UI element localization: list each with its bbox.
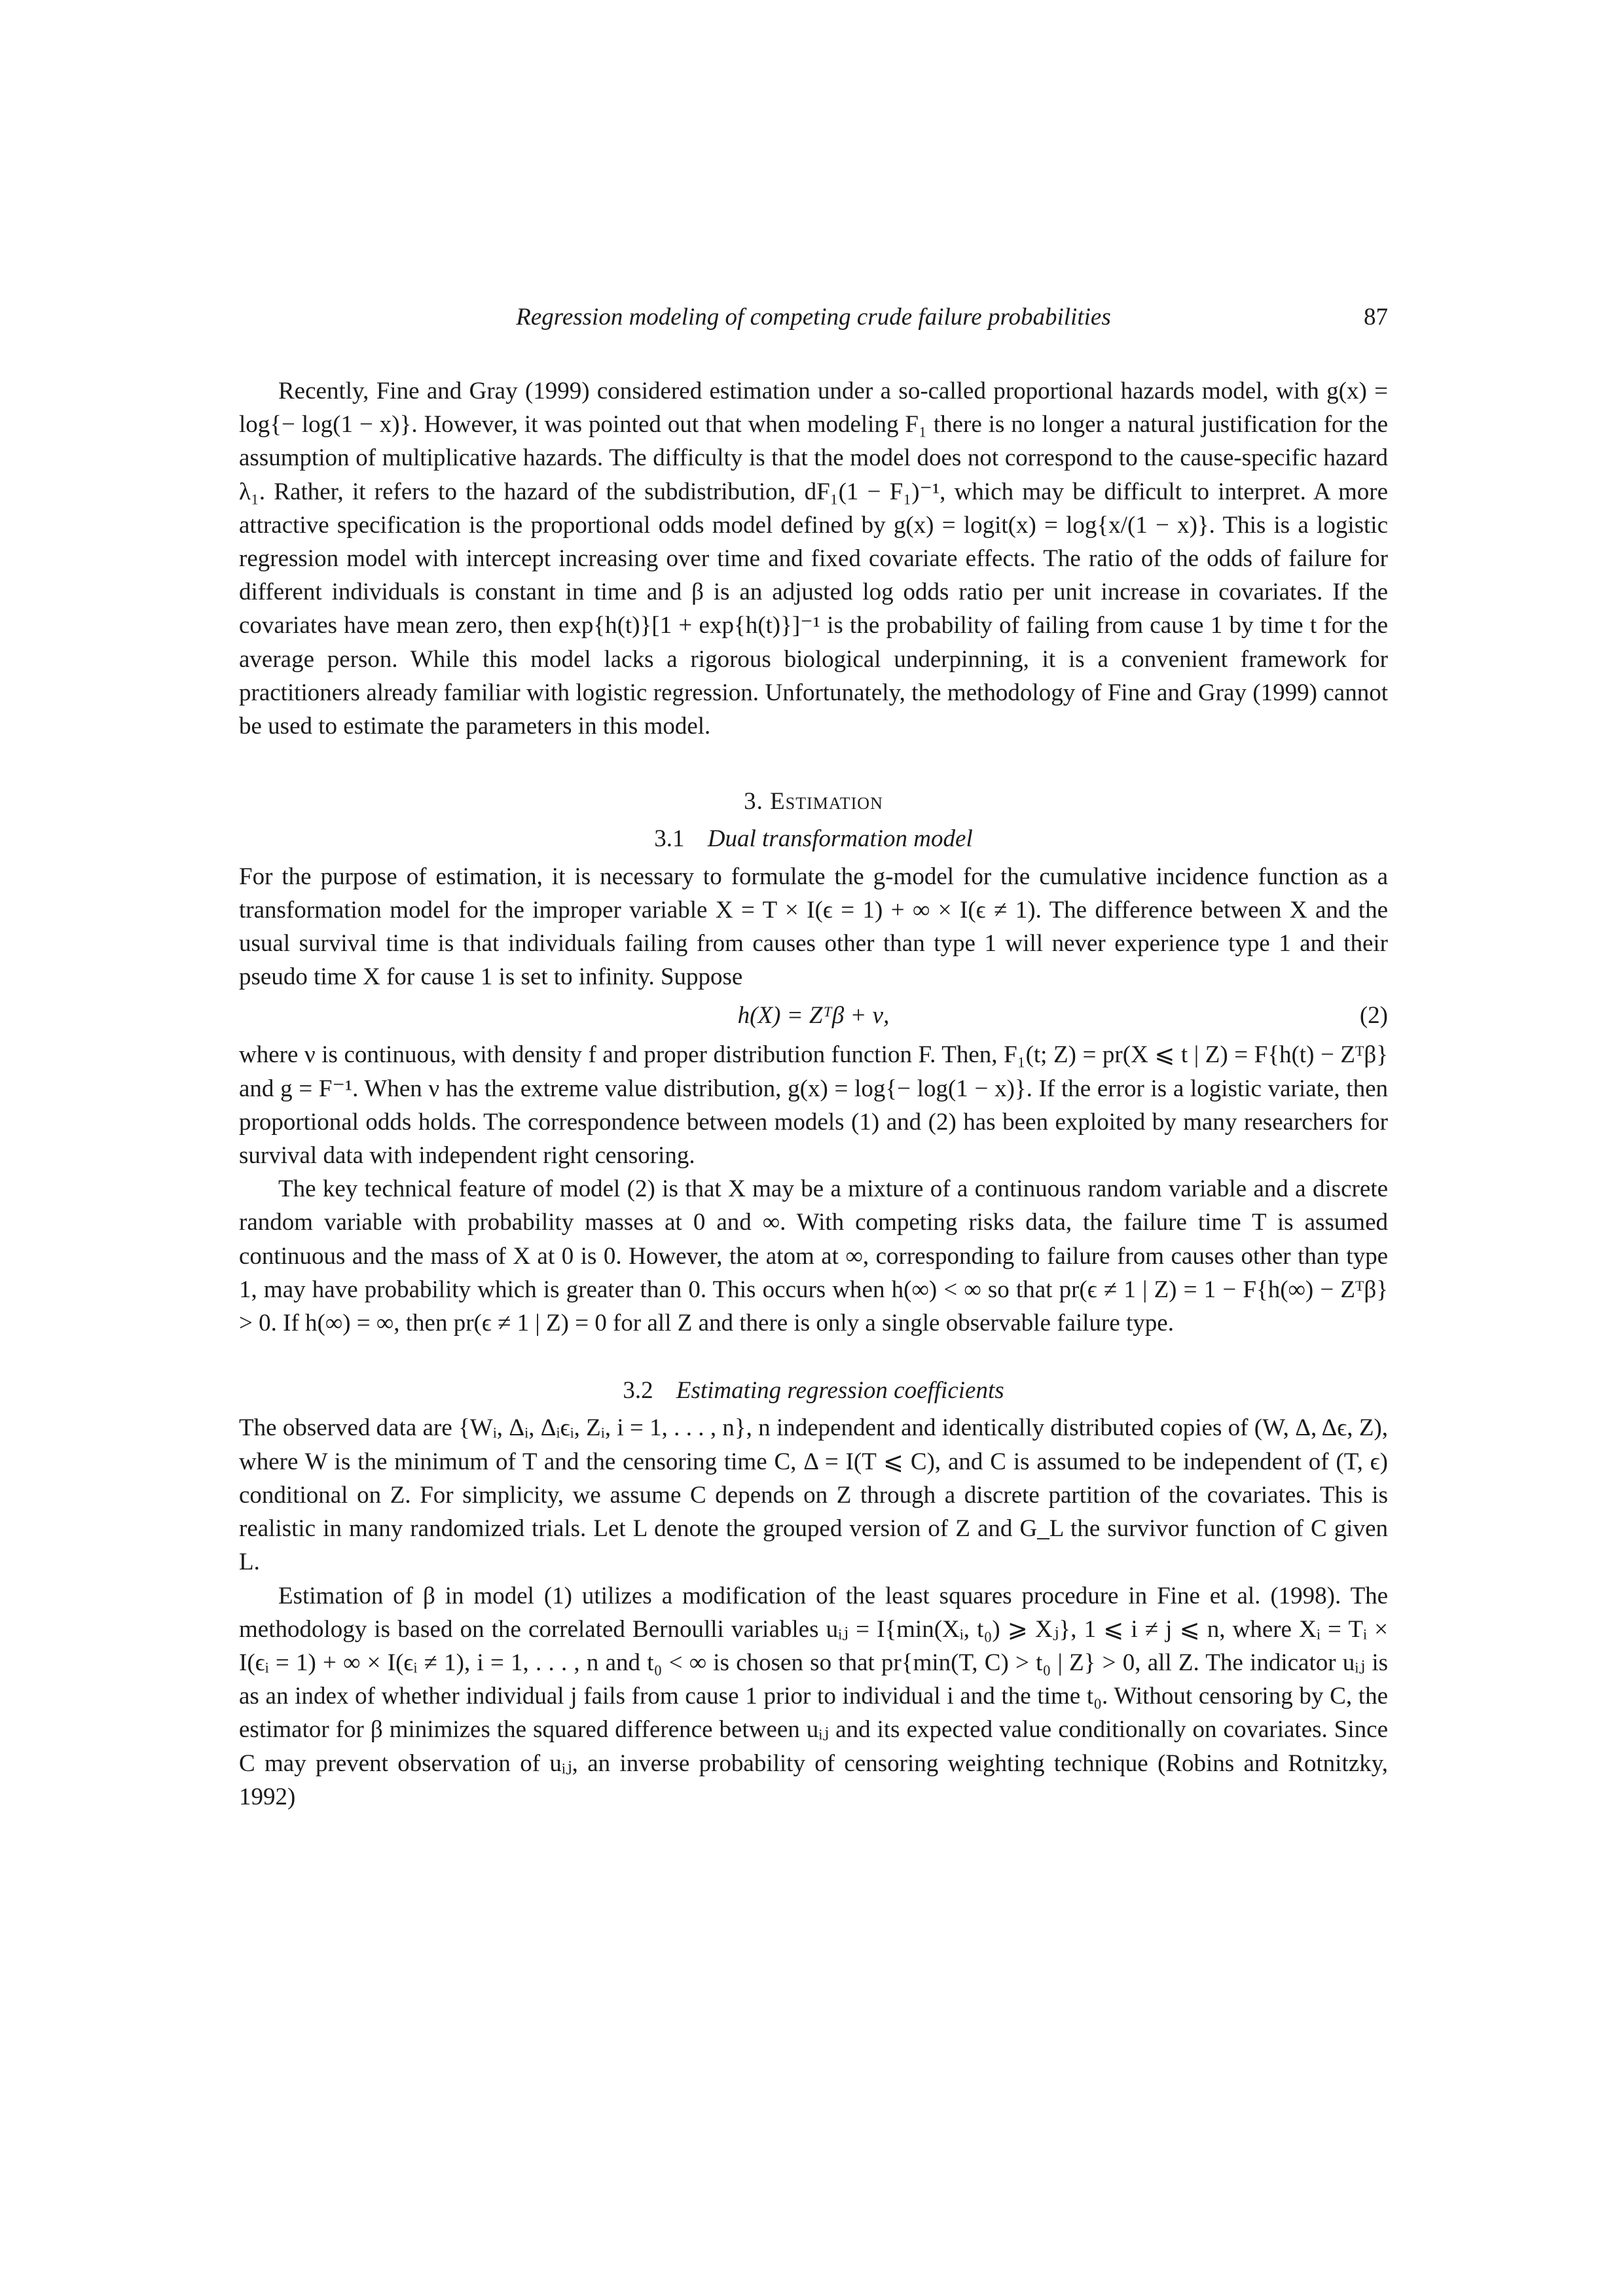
equation-number: (2): [1359, 1002, 1388, 1030]
paragraph-error-distribution: where ν is continuous, with density f and proper distribution function F. Then, F₁(t; Z) = pr(X ⩽ t | Z) = F{h(t) − Zᵀβ} and g = F⁻¹. When ν has the extreme value distribution, g(x) = log{− log(1 − x)}. If the error is a logistic variate, then proportional odds holds. The correspondence between models (1) and (2) has been exploited by many researchers for survival data with independent right censoring.: [239, 1041, 1388, 1170]
paragraph-proportional-odds: Recently, Fine and Gray (1999) considered estimation under a so-called proportional hazards model, with g(x) = log{− log(1 − x)}. However, it was pointed out that when modeling F₁ there is no longer a natural justification for the assumption of multiplicative hazards. The difficulty is that the model does not correspond to the cause-specific hazard λ₁. Rather, it refers to the hazard of the subdistribution, dF₁(1 − F₁)⁻¹, which may be difficult to interpret. A more attractive specification is the proportional odds model defined by g(x) = logit(x) = log{x/(1 − x)}. This is a logistic regression model with intercept increasing over time and fixed covariate effects. The ratio of the odds of failure for different individuals is constant in time and β is an adjusted log odds ratio per unit increase in covariates. If the covariates have mean zero, then exp{h(t)}[1 + exp{h(t)}]⁻¹ is the probability of failing from cause 1 by time t for the average person. While this model lacks a rigorous biological underpinning, it is a convenient framework for practitioners already familiar with logistic regression. Unfortunately, the methodology of Fine and Gray (1999) cannot be used to estimate the parameters in this model.: [239, 378, 1388, 740]
subsection-title: Estimating regression coefficients: [676, 1377, 1004, 1405]
subsection-heading-dual-transformation: [239, 822, 1388, 855]
page-number: 87: [1364, 304, 1388, 331]
section-title: Estimation: [770, 788, 883, 816]
paragraph-transformation-model: For the purpose of estimation, it is necessary to formulate the g-model for the cumulative incidence function as a transformation model for the improper variable X = T × I(ϵ = 1) + ∞ × I(ϵ ≠ 1). The difference between X and the usual survival time is that individuals failing from causes other than type 1 will never experience type 1 and their pseudo time X for cause 1 is set to infinity. Suppose: [239, 863, 1388, 991]
subsection-heading-regression-coefficients: [239, 1374, 1388, 1407]
running-title: Regression modeling of competing crude failure probabilities: [516, 304, 1111, 331]
section-heading-estimation: [239, 785, 1388, 818]
paragraph-estimation-of-beta: Estimation of β in model (1) utilizes a modification of the least squares procedure in Fine et al. (1998). The methodology is based on the correlated Bernoulli variables uᵢⱼ = I{min(Xᵢ, t₀) ⩾ Xⱼ}, 1 ⩽ i ≠ j ⩽ n, where Xᵢ = Tᵢ × I(ϵᵢ = 1) + ∞ × I(ϵᵢ ≠ 1), i = 1, . . . , n and t₀ < ∞ is chosen so that pr{min(T, C) > t₀ | Z} > 0, all Z. The indicator uᵢⱼ is as an index of whether individual j fails from cause 1 prior to individual i and the time t₀. Without censoring by C, the estimator for β minimizes the squared difference between uᵢⱼ and its expected value conditionally on covariates. Since C may prevent observation of uᵢⱼ, an inverse probability of censoring weighting technique (Robins and Rotnitzky, 1992): [239, 1582, 1388, 1810]
paragraph-key-technical-feature: The key technical feature of model (2) is that X may be a mixture of a continuous random variable and a discrete random variable with probability masses at 0 and ∞. With competing risks data, the failure time T is assumed continuous and the mass of X at 0 is 0. However, the atom at ∞, corresponding to failure from causes other than type 1, may have probability which is greater than 0. This occurs when h(∞) < ∞ so that pr(ϵ ≠ 1 | Z) = 1 − F{h(∞) − Zᵀβ} > 0. If h(∞) = ∞, then pr(ϵ ≠ 1 | Z) = 0 for all Z and there is only a single observable failure type.: [239, 1175, 1388, 1337]
subsection-number: 3.2: [623, 1377, 653, 1405]
running-head: [239, 298, 1388, 337]
article-body: [239, 374, 1388, 1814]
section-number: 3.: [744, 788, 763, 816]
subsection-number: 3.1: [654, 825, 685, 853]
equation-2: [239, 996, 1388, 1035]
subsection-title: Dual transformation model: [707, 825, 973, 853]
equation-expression: h(X) = Zᵀβ + ν,: [737, 1002, 890, 1030]
paragraph-observed-data: The observed data are {Wᵢ, Δᵢ, Δᵢϵᵢ, Zᵢ, i = 1, . . . , n}, n independent and identically distributed copies of (W, Δ, Δϵ, Z), where W is the minimum of T and the censoring time C, Δ = I(T ⩽ C), and C is assumed to be independent of (T, ϵ) conditional on Z. For simplicity, we assume C depends on Z through a discrete partition of the covariates. This is realistic in many randomized trials. Let L denote the grouped version of Z and G_L the survivor function of C given L.: [239, 1414, 1388, 1576]
